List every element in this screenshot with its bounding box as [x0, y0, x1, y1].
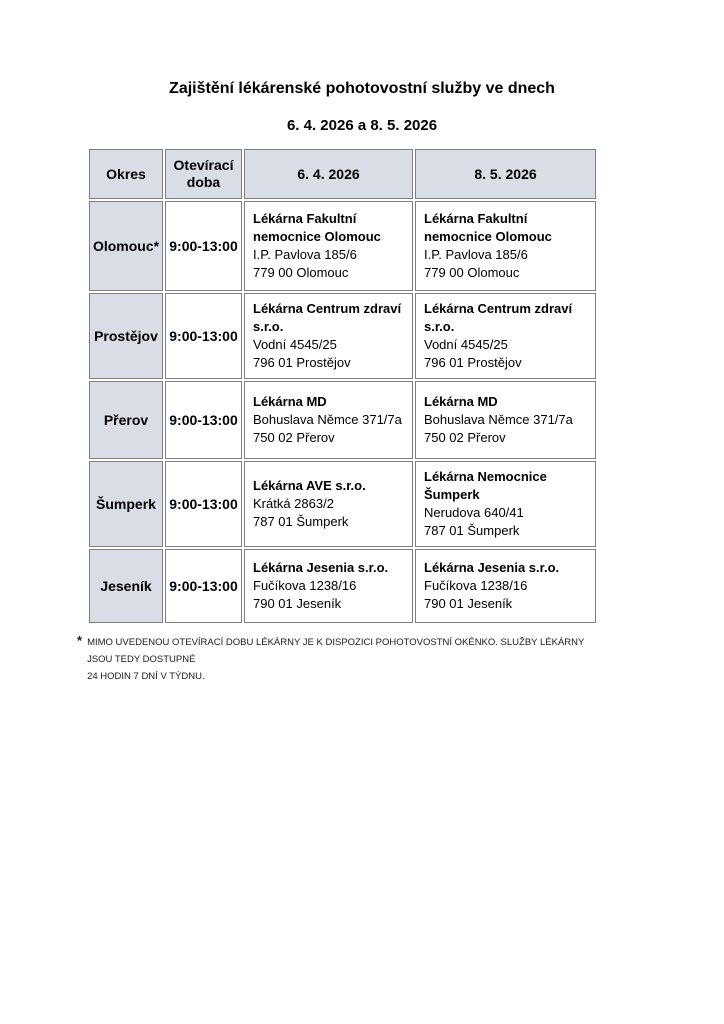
page-title: Zajištění lékárenské pohotovostní služby ve dnech [169, 80, 555, 97]
footnote [77, 634, 617, 685]
pharmacy-street: I.P. Pavlova 185/6 [253, 247, 357, 262]
pharmacy-cell [244, 201, 413, 291]
pharmacy-cell [415, 293, 596, 379]
pharmacy-name: Lékárna Jesenia s.r.o. [424, 560, 560, 575]
pharmacy-cell [415, 549, 596, 623]
pharmacy-city: 787 01 Šumperk [253, 514, 349, 529]
pharmacy-name: Lékárna Fakultní nemocnice Olomouc [253, 211, 381, 244]
table-row [89, 461, 596, 547]
district-name: Olomouc* [89, 201, 163, 291]
pharmacy-city: 750 02 Přerov [253, 430, 335, 445]
table-header-row [89, 149, 596, 199]
footnote-line-1: MIMO UVEDENOU OTEVÍRACÍ DOBU LÉKÁRNY JE K DISPOZICI POHOTOVOSTNÍ OKÉNKO. SLUŽBY LÉKÁRNY JSOU TEDY DOSTUPNÉ [87, 637, 585, 665]
opening-hours: 9:00-13:00 [165, 381, 242, 459]
pharmacy-city: 796 01 Prostějov [424, 355, 522, 370]
table-row [89, 201, 596, 291]
pharmacy-name: Lékárna AVE s.r.o. [253, 478, 366, 493]
pharmacy-city: 779 00 Olomouc [253, 265, 349, 280]
pharmacy-cell [244, 461, 413, 547]
pharmacy-street: Vodní 4545/25 [424, 337, 508, 352]
pharmacy-cell [244, 293, 413, 379]
pharmacy-name: Lékárna Centrum zdraví s.r.o. [253, 301, 402, 334]
pharmacy-street: Krátká 2863/2 [253, 496, 334, 511]
pharmacy-city: 787 01 Šumperk [424, 523, 520, 538]
pharmacy-schedule-table [87, 147, 598, 625]
district-name: Prostějov [89, 293, 163, 379]
pharmacy-cell [415, 201, 596, 291]
pharmacy-cell [415, 461, 596, 547]
pharmacy-name: Lékárna Jesenia s.r.o. [253, 560, 389, 575]
district-name: Jeseník [89, 549, 163, 623]
pharmacy-name: Lékárna MD [253, 394, 327, 409]
pharmacy-street: Fučíkova 1238/16 [424, 578, 528, 593]
table-row [89, 293, 596, 379]
pharmacy-city: 779 00 Olomouc [424, 265, 520, 280]
district-name: Přerov [89, 381, 163, 459]
pharmacy-city: 750 02 Přerov [424, 430, 506, 445]
pharmacy-street: Bohuslava Němce 371/7a [424, 412, 573, 427]
page-subtitle: 6. 4. 2026 a 8. 5. 2026 [286, 117, 438, 134]
table-row [89, 549, 596, 623]
opening-hours: 9:00-13:00 [165, 461, 242, 547]
pharmacy-city: 796 01 Prostějov [253, 355, 351, 370]
district-name: Šumperk [89, 461, 163, 547]
pharmacy-name: Lékárna MD [424, 394, 498, 409]
pharmacy-street: Vodní 4545/25 [253, 337, 337, 352]
footnote-line-2: 24 HODIN 7 DNÍ V TÝDNU. [87, 671, 205, 682]
header-date-1: 6. 4. 2026 [244, 149, 413, 199]
pharmacy-city: 790 01 Jeseník [253, 596, 342, 611]
pharmacy-name: Lékárna Nemocnice Šumperk [424, 469, 547, 502]
header-opening-hours: Otevírací doba [165, 149, 242, 199]
pharmacy-name: Lékárna Centrum zdraví s.r.o. [424, 301, 573, 334]
table-row [89, 381, 596, 459]
pharmacy-city: 790 01 Jeseník [424, 596, 513, 611]
pharmacy-cell [415, 381, 596, 459]
opening-hours: 9:00-13:00 [165, 293, 242, 379]
opening-hours: 9:00-13:00 [165, 549, 242, 623]
pharmacy-street: I.P. Pavlova 185/6 [424, 247, 528, 262]
header-date-2: 8. 5. 2026 [415, 149, 596, 199]
opening-hours: 9:00-13:00 [165, 201, 242, 291]
pharmacy-street: Bohuslava Němce 371/7a [253, 412, 402, 427]
pharmacy-street: Fučíkova 1238/16 [253, 578, 357, 593]
footnote-asterisk: * [77, 633, 83, 648]
header-okres: Okres [89, 149, 163, 199]
pharmacy-cell [244, 381, 413, 459]
pharmacy-street: Nerudova 640/41 [424, 505, 524, 520]
pharmacy-cell [244, 549, 413, 623]
footnote-text [87, 634, 609, 685]
pharmacy-name: Lékárna Fakultní nemocnice Olomouc [424, 211, 552, 244]
